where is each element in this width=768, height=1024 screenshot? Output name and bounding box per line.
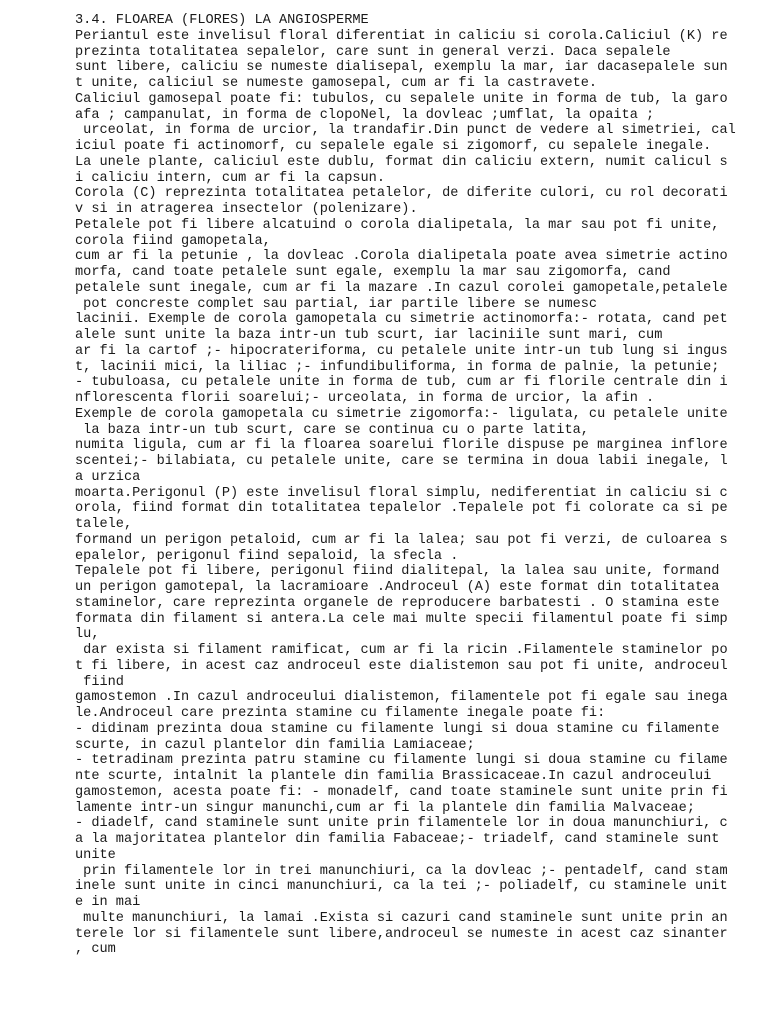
text-line: lu, — [75, 627, 100, 643]
text-line: prezinta totalitatea sepalelor, care sunt in general verzi. Daca sepalele — [75, 44, 671, 60]
text-line: sunt libere, caliciu se numeste dialisepal, exemplu la mar, iar dacasepalele sun — [75, 60, 728, 76]
text-line: le.Androceul care prezinta stamine cu filamente inegale poate fi: — [75, 706, 606, 721]
text-line: e in mai — [75, 895, 141, 910]
text-line: scentei;- bilabiata, cu petalele unite, care se termina in doua labii inegale, l — [75, 454, 728, 469]
text-line: epalelor, perigonul fiind sepaloid, la sfecla . — [75, 548, 459, 564]
text-line: Exemple de corola gamopetala cu simetrie zigomorfa:- ligulata, cu petalele unite — [75, 406, 728, 422]
text-line: terele lor si filamentele sunt libere,androceul se numeste in acest caz sinanter — [75, 926, 728, 942]
text-line: moarta.Perigonul (P) este invelisul floral simplu, nediferentiat in caliciu si c — [75, 485, 728, 501]
document-page — [75, 13, 755, 958]
text-line: lamente intr-un singur manunchi,cum ar fi la plantele din familia Malvaceae; — [75, 800, 695, 816]
text-line: alele sunt unite la baza intr-un tub scurt, iar laciniile sunt mari, cum — [75, 328, 663, 343]
text-line: t unite, caliciul se numeste gamosepal, cum ar fi la castravete. — [75, 76, 598, 91]
text-line: a la majoritatea plantelor din familia Fabaceae;- triadelf, cand staminele sunt — [75, 832, 720, 847]
text-line: t, lacinii mici, la liliac ;- infundibuliforma, in forma de palnie, la petunie; — [75, 359, 720, 375]
text-line: la baza intr-un tub scurt, care se continua cu o parte latita, — [75, 422, 589, 438]
text-line: afa ; campanulat, in forma de clopoNel, la dovleac ;umflat, la opaita ; — [75, 107, 655, 123]
text-line: a urzica — [75, 469, 141, 485]
text-line: prin filamentele lor in trei manunchiuri, ca la dovleac ;- pentadelf, cand stam — [75, 863, 728, 879]
text-line: cum ar fi la petunie , la dovleac .Corola dialipetala poate avea simetrie actino — [75, 249, 728, 265]
text-line: nflorescenta florii soarelui;- urceolata, in forma de urcior, la afin . — [75, 391, 655, 406]
text-line: dar exista si filament ramificat, cum ar fi la ricin .Filamentele staminelor po — [75, 643, 728, 658]
text-line: nte scurte, intalnit la plantele din familia Brassicaceae.In cazul androceului — [75, 769, 712, 784]
text-line: gamostemon .In cazul androceului dialistemon, filamentele pot fi egale sau inega — [75, 690, 728, 706]
text-line: lacinii. Exemple de corola gamopetala cu simetrie actinomorfa:- rotata, cand pet — [75, 312, 728, 328]
text-line: t fi libere, in acest caz androceul este dialistemon sau pot fi unite, androceul — [75, 658, 728, 674]
text-line: - diadelf, cand staminele sunt unite prin filamentele lor in doua manunchiuri, c — [75, 816, 728, 832]
text-line: , cum — [75, 942, 116, 958]
text-line: unite — [75, 847, 116, 863]
text-line: orola, fiind format din totalitatea tepalelor .Tepalele pot fi colorate ca si pe — [75, 501, 728, 517]
text-line: - tetradinam prezinta patru stamine cu filamente lungi si doua stamine cu filame — [75, 753, 728, 769]
text-line: talele, — [75, 517, 133, 532]
text-line: - tubuloasa, cu petalele unite in forma de tub, cum ar fi florile centrale din i — [75, 375, 728, 391]
text-line: un perigon gamotepal, la lacramioare .Androceul (A) este format din totalitatea — [75, 580, 720, 595]
text-line: formata din filament si antera.La cele mai multe specii filamentul poate fi simp — [75, 611, 728, 627]
text-line: Corola (C) reprezinta totalitatea petalelor, de diferite culori, cu rol decorati — [75, 186, 728, 202]
text-line: Periantul este invelisul floral diferentiat in caliciu si corola.Caliciul (K) re — [75, 28, 728, 44]
text-line: ar fi la cartof ;- hipocrateriforma, cu petalele unite intr-un tub lung si ingus — [75, 343, 728, 359]
text-line: Caliciul gamosepal poate fi: tubulos, cu sepalele unite in forma de tub, la garo — [75, 91, 728, 107]
text-line: petalele sunt inegale, cum ar fi la mazare .In cazul corolei gamopetale,petalele — [75, 280, 728, 296]
text-line: fiind — [75, 674, 124, 690]
text-line: La unele plante, caliciul este dublu, format din caliciu extern, numit calicul s — [75, 154, 728, 170]
text-line: urceolat, in forma de urcior, la trandafir.Din punct de vedere al simetriei, cal — [75, 123, 736, 139]
text-line: Tepalele pot fi libere, perigonul fiind dialitepal, la lalea sau unite, formand — [75, 564, 720, 580]
text-line: formand un perigon petaloid, cum ar fi la lalea; sau pot fi verzi, de culoarea s — [75, 532, 728, 548]
text-line: corola fiind gamopetala, — [75, 233, 271, 249]
text-line: scurte, in cazul plantelor din familia Lamiaceae; — [75, 737, 475, 753]
text-line: morfa, cand toate petalele sunt egale, exemplu la mar sau zigomorfa, cand — [75, 265, 671, 280]
text-line: numita ligula, cum ar fi la floarea soarelui florile dispuse pe marginea inflore — [75, 438, 728, 454]
text-line: v si in atragerea insectelor (polenizare). — [75, 202, 418, 217]
text-line: inele sunt unite in cinci manunchiuri, ca la tei ;- poliadelf, cu staminele unit — [75, 879, 728, 895]
text-line: staminelor, care reprezinta organele de reproducere barbatesti . O stamina este — [75, 595, 720, 611]
text-line: - didinam prezinta doua stamine cu filamente lungi si doua stamine cu filamente — [75, 721, 720, 737]
text-line: gamostemon, acesta poate fi: - monadelf, cand toate staminele sunt unite prin fi — [75, 784, 728, 800]
text-line: Petalele pot fi libere alcatuind o corola dialipetala, la mar sau pot fi unite, — [75, 217, 720, 233]
text-line: i caliciu intern, cum ar fi la capsun. — [75, 170, 385, 186]
text-line: iciul poate fi actinomorf, cu sepalele egale si zigomorf, cu sepalele inegale. — [75, 139, 712, 154]
text-line: multe manunchiuri, la lamai .Exista si cazuri cand staminele sunt unite prin an — [75, 910, 728, 926]
section-title: 3.4. FLOAREA (FLORES) LA ANGIOSPERME — [75, 13, 369, 28]
text-line: pot concreste complet sau partial, iar partile libere se numesc — [75, 296, 598, 312]
